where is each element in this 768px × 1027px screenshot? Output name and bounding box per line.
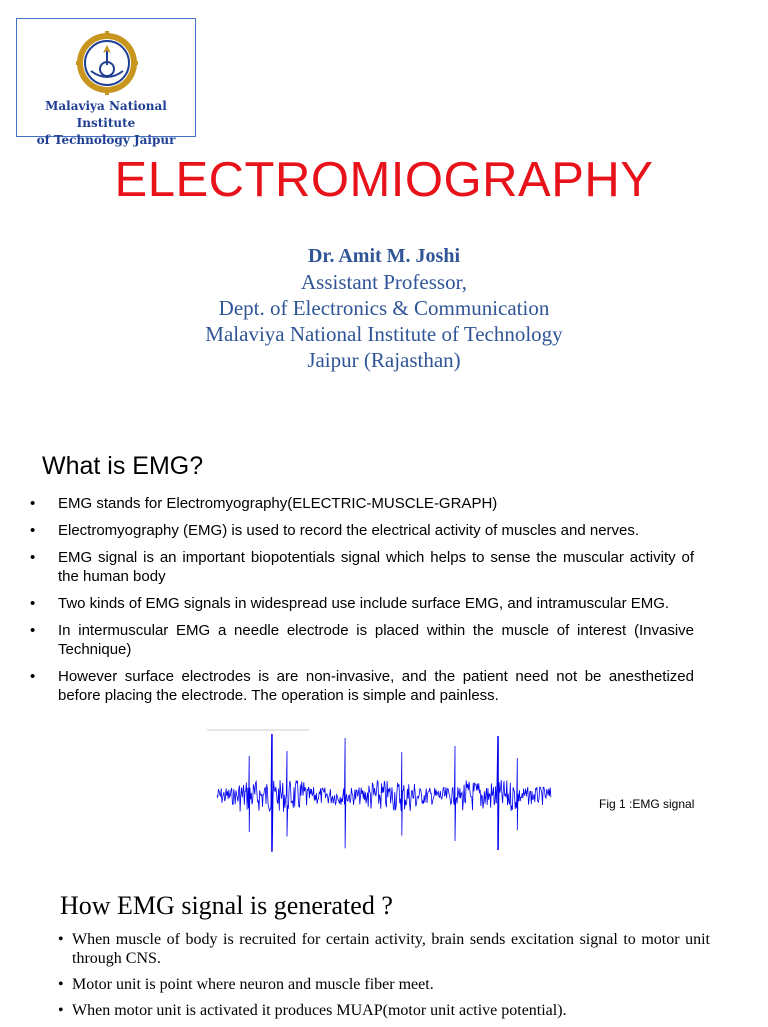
bullet-icon: •: [30, 495, 36, 512]
institute-logo: [16, 18, 196, 147]
list-item: [58, 1001, 710, 1020]
logo-line-2: of Technology Jaipur: [36, 133, 176, 147]
list-item: [30, 548, 694, 586]
author-institute: Malaviya National Institute of Technology: [205, 322, 563, 346]
emg-signal-plot: [205, 728, 560, 860]
bullet-icon: •: [30, 668, 36, 685]
institute-emblem-icon: [76, 31, 138, 95]
bullet-icon: •: [30, 522, 36, 539]
author-location: Jaipur (Rajasthan): [307, 348, 461, 372]
bullet-icon: •: [30, 549, 36, 566]
bullet-text: Motor unit is point where neuron and muscle fiber meet.: [72, 976, 434, 993]
bullet-text: EMG signal is an important biopotentials signal which helps to sense the muscular activity of the human body: [58, 549, 694, 585]
emg-signal-trace: [217, 734, 551, 852]
list-item: [30, 594, 694, 613]
section1-bullet-list: [30, 494, 694, 713]
bullet-text: EMG stands for Electromyography(ELECTRIC-MUSCLE-GRAPH): [58, 495, 498, 512]
page-title: ELECTROMIOGRAPHY: [114, 153, 654, 207]
bullet-text: However surface electrodes is are non-invasive, and the patient need not be anesthetized before placing the electrode. The operation is simple and painless.: [58, 668, 694, 704]
list-item: [58, 930, 710, 968]
bullet-text: When motor unit is activated it produces MUAP(motor unit active potential).: [72, 1002, 567, 1019]
bullet-icon: •: [30, 595, 36, 612]
section2-bullet-list: [58, 930, 710, 1027]
bullet-text: In intermuscular EMG a needle electrode is placed within the muscle of interest (Invasive Technique): [58, 622, 694, 658]
bullet-icon: •: [58, 1002, 64, 1019]
list-item: [30, 521, 694, 540]
section-heading-what-is-emg: What is EMG?: [42, 452, 204, 480]
list-item: [30, 494, 694, 513]
logo-text: [17, 98, 195, 149]
author-block: [0, 243, 768, 373]
author-department: Dept. of Electronics & Communication: [218, 296, 550, 320]
author-position: Assistant Professor,: [301, 270, 467, 294]
bullet-text: Electromyography (EMG) is used to record the electrical activity of muscles and nerves.: [58, 522, 640, 539]
figure-caption: Fig 1 :EMG signal: [599, 797, 695, 811]
bullet-text: When muscle of body is recruited for certain activity, brain sends excitation signal to motor unit through CNS.: [72, 931, 710, 967]
bullet-text: Two kinds of EMG signals in widespread use include surface EMG, and intramuscular EMG.: [58, 595, 670, 612]
author-name: Dr. Amit M. Joshi: [307, 245, 461, 267]
bullet-icon: •: [58, 976, 64, 993]
bullet-icon: •: [30, 622, 36, 639]
list-item: [30, 621, 694, 659]
bullet-icon: •: [58, 931, 64, 948]
list-item: [58, 975, 710, 994]
logo-line-1: Malaviya National Institute: [45, 99, 167, 130]
section-heading-how-generated: How EMG signal is generated ?: [60, 891, 393, 920]
emg-signal-figure: [205, 728, 560, 860]
list-item: [30, 667, 694, 705]
